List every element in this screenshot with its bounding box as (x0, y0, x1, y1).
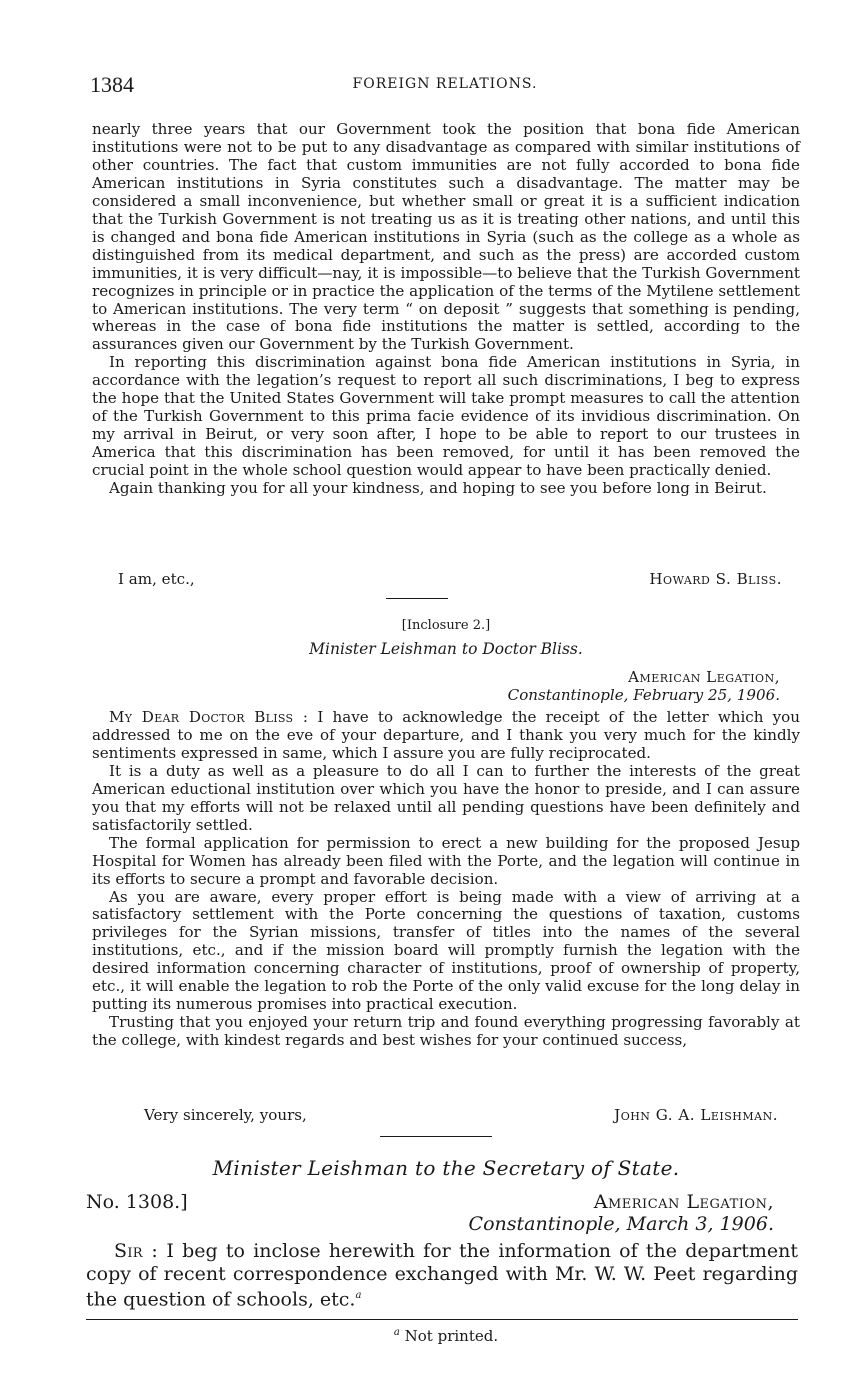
leishman-signature-row (92, 1106, 778, 1126)
footnote-text: Not printed. (404, 1327, 499, 1345)
letter-paragraph: Trusting that you enjoyed your return trip and found everything progressing favorably at the college, with kindest regards and best wishes for your continued success, (92, 1013, 800, 1050)
letter-closing: I am, etc., (118, 570, 195, 588)
inclosure-label: [Inclosure 2.] (401, 618, 491, 633)
bliss-signature-row (92, 570, 782, 590)
paragraph-text: I have to acknowledge the receipt of the letter which you addressed to me on the eve of your departure, and I thank you very much for the kindly sentiments expressed in same, which I assure you are fully reciprocated. (92, 708, 800, 762)
letter-signature: John G. A. Leishman. (614, 1106, 778, 1124)
letter-paragraph: In reporting this discrimination against bona fide American institutions in Syria, in accordance with the legation’s request to report all such discriminations, I beg to express the hope that the United States Government will take prompt measures to call the attention of the Turkish Government to this prima facie evidence of its invidious discrimination. On my arrival in Beirut, or very soon after, I hope to be able to report to our trustees in America that this discrimination has been removed, for until it has been removed the crucial point in the whole school question would appear to have been practically denied. (92, 353, 800, 480)
paragraph-text: I beg to inclose herewith for the information of the department copy of recent correspondence exchanged with Mr. W. W. Peet regarding the question of schools, etc. (86, 1240, 798, 1311)
section-divider (386, 598, 448, 599)
dispatch-body (86, 1240, 798, 1311)
footnote-marker: a (393, 1327, 400, 1338)
section-divider (380, 1136, 492, 1137)
letter-signature: Howard S. Bliss. (649, 570, 782, 588)
letter-paragraph (92, 709, 800, 763)
salutation: My Dear Doctor Bliss : (109, 708, 309, 726)
letter-leishman-body (92, 709, 800, 1050)
dispatch-title: Minister Leishman to the Secretary of State. (212, 1156, 680, 1180)
letter-paragraph: Again thanking you for all your kindness, and hoping to see you before long in Beirut. (109, 479, 767, 498)
letter-closing: Very sincerely, yours, (144, 1106, 307, 1124)
inclosure-title: Minister Leishman to Doctor Bliss. (309, 640, 583, 658)
letter-paragraph: The formal application for permission to erect a new building for the proposed Jesup Hospital for Women has already been filed with the Porte, and the legation will continue in its efforts to secure a prompt and favorable decision. (92, 833, 800, 888)
letter-paragraph: nearly three years that our Government took the position that bona fide American institutions were not to be put to any disadvantage as compared with similar institutions of other countries. The fact that custom immunities are not fully accorded to bona fide American institutions in Syria constitutes such a disadvantage. The matter may be considered a small inconvenience, but whether small or great it is a sufficient indication that the Turkish Government is not treating us as it is treating other nations, and until this is changed and bona fide American institutions in Syria (such as the college as a whole as distinguished from its medical department, and such as the press) are accorded custom immunities, it is very difficult—nay, it is impossible—to believe that the Turkish Government recognizes in principle or in practice the application of the terms of the Mytilene settlement to American institutions. The very term “ on deposit ” suggests that something is pending, whereas in the case of bona fide institutions the matter is settled, according to the assurances given our Government by the Turkish Government. (92, 120, 800, 354)
running-head: FOREIGN RELATIONS. (352, 76, 538, 92)
legation-name: American Legation, (593, 1191, 774, 1213)
letter-bliss-body (92, 121, 800, 498)
place-and-date: Constantinople, March 3, 1906. (468, 1213, 774, 1235)
page-number: 1384 (90, 72, 134, 97)
place-and-date: Constantinople, February 25, 1906. (507, 686, 780, 704)
footnote-rule (86, 1319, 798, 1320)
letter-paragraph: As you are aware, every proper effort is being made with a view of arriving at a satisfactory settlement with the Porte concerning the questions of taxation, customs privileges for the Syrian missions, transfer of titles into the names of the several institutions, etc., and if the mission board will promptly furnish the legation with the desired information concerning character of institutions, proof of ownership of property, etc., it will enable the legation to rob the Porte of the only valid excuse for the long delay in putting its numerous promises into practical execution. (92, 887, 800, 1014)
dispatch-paragraph (86, 1240, 798, 1311)
letter-paragraph: It is a duty as well as a pleasure to do all I can to further the interests of the great American eductional institution over which you have the honor to preside, and I can assure you that my efforts will not be relaxed until all pending questions have been definitely and satisfactorily settled. (92, 761, 800, 834)
inclosure-dateline (508, 668, 780, 704)
dispatch-dateline (469, 1191, 774, 1235)
footnote (92, 1327, 800, 1345)
salutation: Sir : (114, 1240, 159, 1262)
footnote-reference: a (355, 1290, 362, 1301)
dispatch-number: No. 1308.] (86, 1191, 188, 1213)
page-header (90, 72, 800, 98)
legation-name: American Legation, (628, 668, 780, 686)
